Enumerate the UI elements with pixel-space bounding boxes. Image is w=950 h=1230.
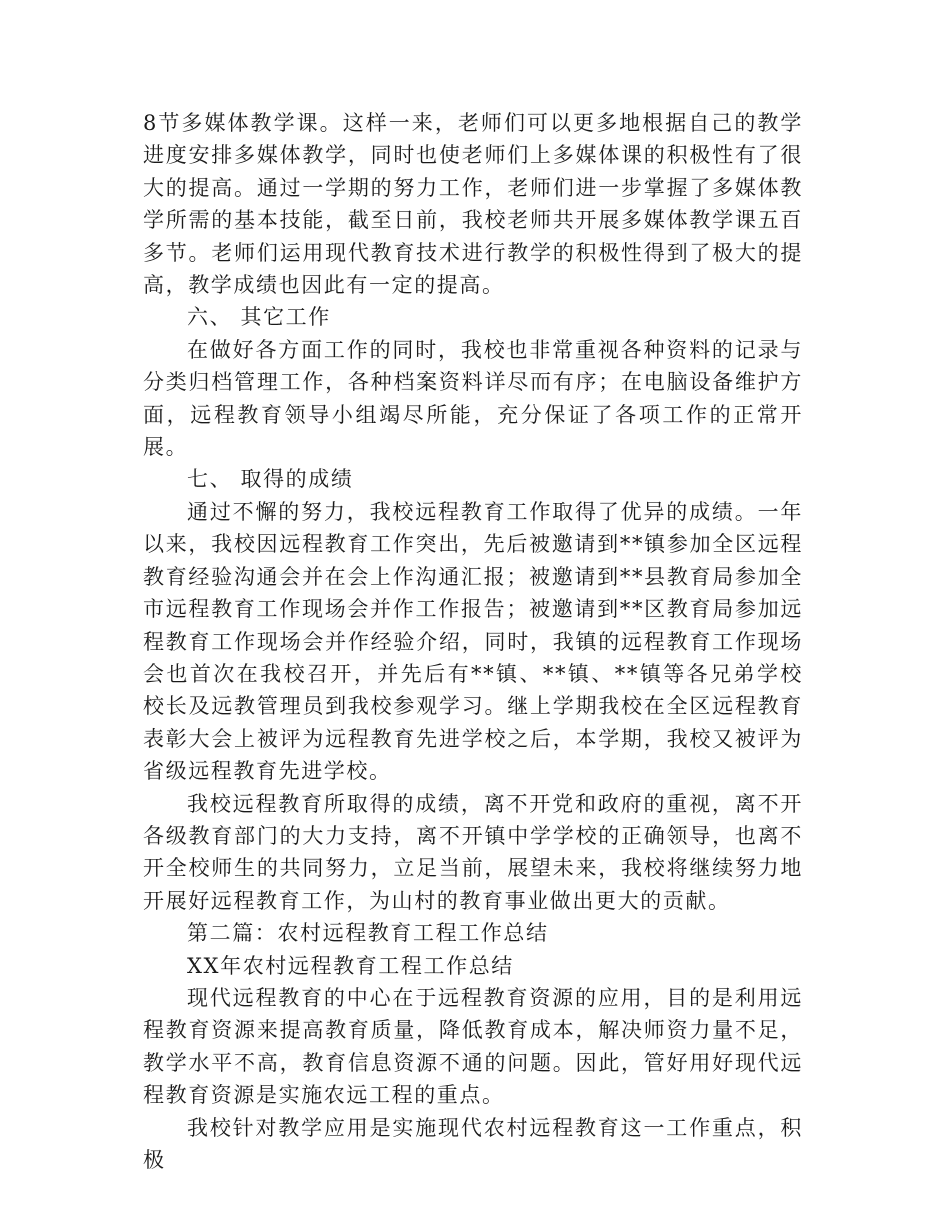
paragraph: 我校远程教育所取得的成绩，离不开党和政府的重视，离不开各级教育部门的大力支持，离不开镇中学学校的正确领导，也离不开全校师生的共同努力，立足当前，展望未来，我校将继续努力地开展好远程教育工作，为山村的教育事业做出更大的贡献。 — [143, 791, 803, 913]
paragraph: 在做好各方面工作的同时，我校也非常重视各种资料的记录与分类归档管理工作，各种档案资料详尽而有序；在电脑设备维护方面，远程教育领导小组竭尽所能，充分保证了各项工作的正常开展。 — [143, 337, 803, 460]
chapter-heading: 第二篇：农村远程教育工程工作总结 — [187, 921, 549, 946]
paragraph: 8节多媒体教学课。这样一来，老师们可以更多地根据自己的教学进度安排多媒体教学，同时也使老师们上多媒体课的积极性有了很大的提高。通过一学期的努力工作，老师们进一步掌握了多媒体教学所需的基本技能，截至日前，我校老师共开展多媒体教学课五百多节。老师们运用现代教育技术进行教学的积极性得到了极大的提高，教学成绩也因此有一定的提高。 — [143, 111, 803, 298]
section-heading-achievements: 七、 取得的成绩 — [187, 467, 354, 492]
section-heading-other-work: 六、 其它工作 — [187, 305, 331, 330]
paragraph: 通过不懈的努力，我校远程教育工作取得了优异的成绩。一年以来，我校因远程教育工作突出，先后被邀请到**镇参加全区远程教育经验沟通会并在会上作沟通汇报；被邀请到**县教育局参加全市远程教育工作现场会并作工作报告；被邀请到**区教育局参加远程教育工作现场会并作经验介绍，同时，我镇的远程教育工作现场会也首次在我校召开，并先后有**镇、**镇、**镇等各兄弟学校校长及远教管理员到我校参观学习。继上学期我校在全区远程教育表彰大会上被评为远程教育先进学校之后，本学期，我校又被评为省级远程教育先进学校。 — [143, 499, 803, 784]
document-body — [143, 107, 803, 1176]
paragraph: 我校针对教学应用是实施现代农村远程教育这一工作重点，积极 — [143, 1115, 803, 1172]
document-title: XX年农村远程教育工程工作总结 — [187, 953, 514, 978]
paragraph: 现代远程教育的中心在于远程教育资源的应用，目的是利用远程教育资源来提高教育质量，降低教育成本，解决师资力量不足，教学水平不高，教育信息资源不通的问题。因此，管好用好现代远程教育资源是实施农远工程的重点。 — [143, 985, 803, 1108]
